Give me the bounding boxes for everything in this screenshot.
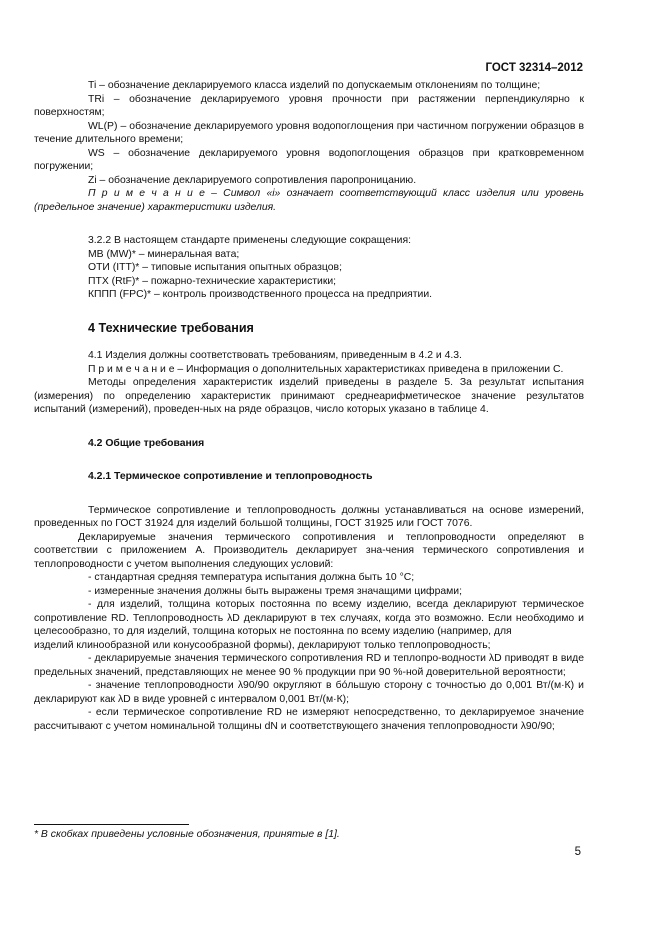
abbrev-rtf: ПТХ (RtF)* – пожарно-технические характеристики;: [88, 275, 337, 287]
condition-3: - для изделий, толщина которых постоянна по всему изделию, всегда декларируют термическое сопротивление RD. Теплопроводность λD декларируют в тех случаях, когда это возможно. Если необходимо и целесообразно, то для изделий, толщина которых не постоянна по всему изделию (например, для: [34, 599, 584, 637]
page-number: 5: [574, 846, 581, 858]
abbrev-fpc: КППП (FPC)* – контроль производственного процесса на предприятии.: [88, 289, 433, 300]
note-symbol-i: П р и м е ч а н и е – Символ «i» означает соответствующий класс изделия или уровень (предельное значение) характеристики изделия.: [34, 188, 584, 213]
abbrev-mw: МВ (MW)* – минеральная вата;: [88, 248, 240, 260]
document-body: [34, 79, 584, 733]
clause-4-2-1-title: 4.2.1 Термическое сопротивление и теплопроводность: [88, 471, 373, 482]
definition-tri: TRi – обозначение декларируемого уровня прочности при растяжении перпендикулярно к поверхностям;: [34, 93, 584, 118]
methods-paragraph: Методы определения характеристик изделий приведены в разделе 5. За результат испытания (измерения) по определению характеристик принимают среднеарифметическое значение результатов испытаний (измерений), проведен-ных на ряде образцов, число которых указано в таблице 4.: [34, 377, 584, 415]
condition-2: - измеренные значения должны быть выражены тремя значащими цифрами;: [88, 585, 462, 597]
abbrev-itt: ОТИ (ITT)* – типовые испытания опытных образцов;: [88, 262, 342, 273]
section-4-title: 4 Технические требования: [88, 320, 254, 335]
footnote: * В скобках приведены условные обозначения, принятые в [1].: [34, 829, 340, 840]
abbrev-intro: 3.2.2 В настоящем стандарте применены следующие сокращения:: [88, 235, 411, 246]
thermal-paragraph-1: Термическое сопротивление и теплопроводность должны устанавливаться на основе измерений, проведенных по ГОСТ 31924 для изделий большой толщины, ГОСТ 31925 или ГОСТ 7076.: [34, 504, 584, 529]
document-code: ГОСТ 32314–2012: [485, 62, 583, 74]
note-annex-c: П р и м е ч а н и е – Информация о дополнительных характеристиках приведена в приложении С.: [88, 363, 564, 375]
condition-1: - стандартная средняя температура испытания должна быть 10 °С;: [88, 572, 415, 583]
thermal-paragraph-2: Декларируемые значения термического сопротивления и теплопроводности определяют в соответствии с приложением А. Производитель декларирует зна-чения термического сопротивления и теплопроводности с учетом выполнения следующих условий:: [34, 531, 584, 570]
condition-5: - значение теплопроводности λ90/90 округляют в бо́льшую сторону с точностью до 0,001 Вт/(м·К) и декларируют как λD в виде уровней с интервалом 0,001 Вт/(м·К);: [34, 680, 584, 705]
clause-4-2-title: 4.2 Общие требования: [88, 437, 205, 449]
condition-6: - если термическое сопротивление RD не измеряют непосредственно, то декларируемое значение рассчитывают с учетом номинальной толщины dN и соответствующего значения теплопроводности λ90/90;: [34, 707, 584, 732]
condition-4: - декларируемые значения термического сопротивления RD и теплопро-водности λD приводят в виде предельных значений, представляющих не менее 90 % продукции при 90 %-ной доверительной вероятности;: [34, 653, 584, 678]
definition-ti: Ti – обозначение декларируемого класса изделий по допускаемым отклонениям по толщине;: [88, 80, 541, 91]
condition-3-continued: изделий клинообразной или конусообразной формы), декларируют только теплопроводность;: [34, 639, 491, 651]
definition-ws: WS – обозначение декларируемого уровня водопоглощения образцов при кратковременном погружении;: [34, 147, 584, 172]
footnote-divider: [34, 824, 189, 825]
clause-4-1: 4.1 Изделия должны соответствовать требованиям, приведенным в 4.2 и 4.3.: [88, 350, 462, 361]
definition-zi: Zi – обозначение декларируемого сопротивления паропроницанию.: [88, 174, 417, 186]
definition-wlp: WL(P) – обозначение декларируемого уровня водопоглощения при частичном погружении образцов в течение длительного времени;: [34, 120, 584, 145]
